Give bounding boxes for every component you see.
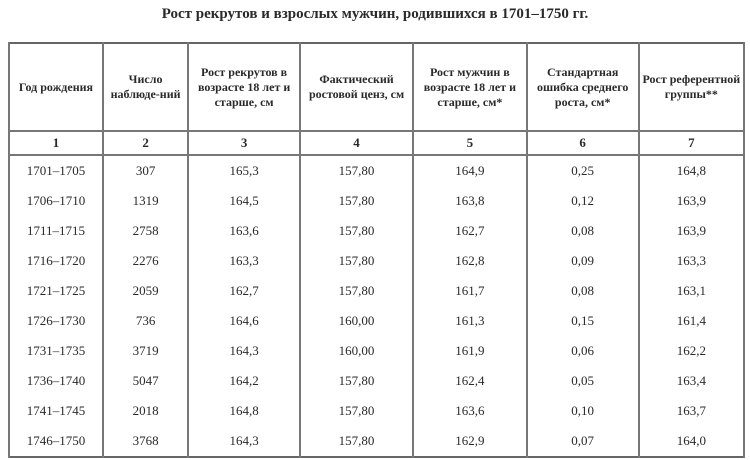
cell-recruit-height: 163,6 — [188, 216, 300, 246]
column-number: 7 — [639, 131, 744, 155]
cell-birth-year: 1716–1720 — [9, 246, 103, 276]
table-row — [9, 306, 744, 336]
table-title: Рост рекрутов и взрослых мужчин, родившихся в 1701–1750 гг. — [161, 6, 589, 22]
cell-standard-error: 0,07 — [527, 426, 639, 457]
cell-recruit-height: 165,3 — [188, 155, 300, 186]
cell-height-requirement: 157,80 — [300, 155, 413, 186]
cell-men-height: 161,7 — [413, 276, 527, 306]
cell-recruit-height: 164,3 — [188, 336, 300, 366]
cell-birth-year: 1701–1705 — [9, 155, 103, 186]
cell-standard-error: 0,15 — [527, 306, 639, 336]
cell-birth-year: 1721–1725 — [9, 276, 103, 306]
cell-recruit-height: 164,2 — [188, 366, 300, 396]
cell-observations: 736 — [103, 306, 188, 336]
cell-men-height: 162,9 — [413, 426, 527, 457]
column-number: 6 — [527, 131, 639, 155]
cell-observations: 2758 — [103, 216, 188, 246]
cell-height-requirement: 157,80 — [300, 396, 413, 426]
cell-reference-height: 163,9 — [639, 186, 744, 216]
cell-height-requirement: 160,00 — [300, 336, 413, 366]
cell-recruit-height: 164,5 — [188, 186, 300, 216]
cell-men-height: 161,9 — [413, 336, 527, 366]
cell-birth-year: 1711–1715 — [9, 216, 103, 246]
cell-standard-error: 0,25 — [527, 155, 639, 186]
cell-men-height: 162,4 — [413, 366, 527, 396]
cell-observations: 2059 — [103, 276, 188, 306]
cell-height-requirement: 157,80 — [300, 426, 413, 457]
cell-observations: 3768 — [103, 426, 188, 457]
cell-height-requirement: 160,00 — [300, 306, 413, 336]
cell-birth-year: 1706–1710 — [9, 186, 103, 216]
cell-height-requirement: 157,80 — [300, 366, 413, 396]
cell-standard-error: 0,06 — [527, 336, 639, 366]
table-row — [9, 426, 744, 457]
cell-recruit-height: 163,3 — [188, 246, 300, 276]
column-number-row — [9, 131, 744, 155]
header-height-requirement: Фактический ростовой ценз, см — [300, 43, 413, 131]
cell-men-height: 163,8 — [413, 186, 527, 216]
cell-observations: 2018 — [103, 396, 188, 426]
table-row — [9, 155, 744, 186]
cell-recruit-height: 162,7 — [188, 276, 300, 306]
cell-observations: 2276 — [103, 246, 188, 276]
cell-reference-height: 163,3 — [639, 246, 744, 276]
table-row — [9, 216, 744, 246]
cell-men-height: 161,3 — [413, 306, 527, 336]
cell-reference-height: 163,4 — [639, 366, 744, 396]
cell-reference-height: 164,8 — [639, 155, 744, 186]
table-row — [9, 396, 744, 426]
cell-birth-year: 1726–1730 — [9, 306, 103, 336]
cell-birth-year: 1741–1745 — [9, 396, 103, 426]
column-number: 2 — [103, 131, 188, 155]
height-table — [8, 42, 745, 458]
cell-height-requirement: 157,80 — [300, 186, 413, 216]
table-body — [9, 155, 744, 457]
column-number: 5 — [413, 131, 527, 155]
cell-reference-height: 161,4 — [639, 306, 744, 336]
header-reference-height: Рост референтной группы** — [639, 43, 744, 131]
table-row — [9, 246, 744, 276]
cell-reference-height: 163,7 — [639, 396, 744, 426]
cell-observations: 3719 — [103, 336, 188, 366]
cell-standard-error: 0,09 — [527, 246, 639, 276]
cell-recruit-height: 164,6 — [188, 306, 300, 336]
cell-men-height: 162,7 — [413, 216, 527, 246]
cell-height-requirement: 157,80 — [300, 276, 413, 306]
cell-birth-year: 1746–1750 — [9, 426, 103, 457]
cell-men-height: 164,9 — [413, 155, 527, 186]
column-number: 4 — [300, 131, 413, 155]
column-number: 1 — [9, 131, 103, 155]
cell-standard-error: 0,08 — [527, 216, 639, 246]
header-row — [9, 43, 744, 131]
cell-observations: 5047 — [103, 366, 188, 396]
cell-height-requirement: 157,80 — [300, 246, 413, 276]
header-men-height: Рост мужчин в возрасте 18 лет и старше, см* — [413, 43, 527, 131]
header-observations: Число наблюде-ний — [103, 43, 188, 131]
cell-observations: 1319 — [103, 186, 188, 216]
cell-birth-year: 1736–1740 — [9, 366, 103, 396]
cell-recruit-height: 164,8 — [188, 396, 300, 426]
header-birth-year: Год рождения — [9, 43, 103, 131]
header-recruit-height: Рост рекрутов в возрасте 18 лет и старше, см — [188, 43, 300, 131]
cell-standard-error: 0,08 — [527, 276, 639, 306]
cell-reference-height: 163,1 — [639, 276, 744, 306]
cell-reference-height: 162,2 — [639, 336, 744, 366]
cell-standard-error: 0,10 — [527, 396, 639, 426]
table-row — [9, 336, 744, 366]
table-row — [9, 366, 744, 396]
cell-men-height: 162,8 — [413, 246, 527, 276]
table-row — [9, 276, 744, 306]
cell-recruit-height: 164,3 — [188, 426, 300, 457]
cell-birth-year: 1731–1735 — [9, 336, 103, 366]
cell-men-height: 163,6 — [413, 396, 527, 426]
cell-height-requirement: 157,80 — [300, 216, 413, 246]
cell-standard-error: 0,05 — [527, 366, 639, 396]
cell-reference-height: 164,0 — [639, 426, 744, 457]
header-standard-error: Стандартная ошибка среднего роста, см* — [527, 43, 639, 131]
cell-observations: 307 — [103, 155, 188, 186]
column-number: 3 — [188, 131, 300, 155]
cell-reference-height: 163,9 — [639, 216, 744, 246]
cell-standard-error: 0,12 — [527, 186, 639, 216]
table-row — [9, 186, 744, 216]
